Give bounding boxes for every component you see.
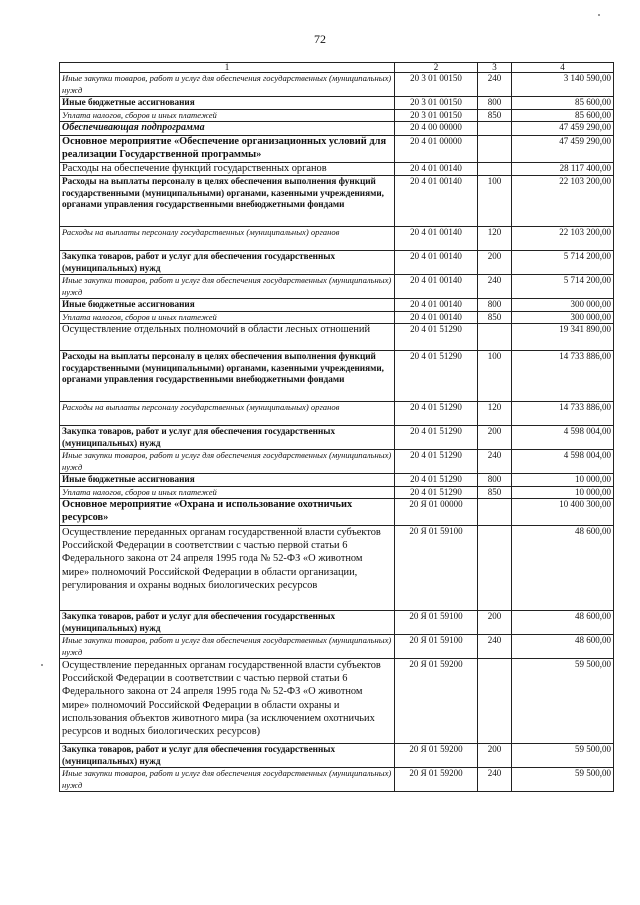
row-name: Иные закупки товаров, работ и услуг для обеспечения государственных (муниципальных) нужд bbox=[60, 635, 395, 659]
page-number: 72 bbox=[314, 32, 326, 46]
row-amount: 47 459 290,00 bbox=[512, 136, 614, 163]
row-expense-type: 200 bbox=[478, 426, 512, 450]
row-target-code: 20 4 01 51290 bbox=[395, 486, 478, 499]
row-expense-type bbox=[478, 659, 512, 744]
row-amount: 59 500,00 bbox=[512, 659, 614, 744]
row-expense-type: 850 bbox=[478, 486, 512, 499]
row-target-code: 20 Я 01 59200 bbox=[395, 659, 478, 744]
table-row bbox=[60, 251, 614, 275]
row-name: Иные закупки товаров, работ и услуг для обеспечения государственных (муниципальных) нужд bbox=[60, 450, 395, 474]
row-expense-type: 100 bbox=[478, 176, 512, 227]
row-amount: 19 341 890,00 bbox=[512, 324, 614, 351]
row-target-code: 20 4 01 00000 bbox=[395, 136, 478, 163]
row-name: Закупка товаров, работ и услуг для обеспечения государственных (муниципальных) нужд bbox=[60, 744, 395, 768]
row-amount: 48 600,00 bbox=[512, 526, 614, 611]
row-name: Уплата налогов, сборов и иных платежей bbox=[60, 486, 395, 499]
row-amount: 14 733 886,00 bbox=[512, 351, 614, 402]
row-amount: 14 733 886,00 bbox=[512, 402, 614, 426]
row-expense-type: 240 bbox=[478, 275, 512, 299]
row-target-code: 20 4 01 51290 bbox=[395, 324, 478, 351]
row-target-code: 20 Я 01 59100 bbox=[395, 611, 478, 635]
row-expense-type: 800 bbox=[478, 474, 512, 487]
row-amount: 48 600,00 bbox=[512, 611, 614, 635]
table-row bbox=[60, 97, 614, 110]
row-expense-type bbox=[478, 526, 512, 611]
table-row bbox=[60, 122, 614, 136]
row-name: Расходы на обеспечение функций государственных органов bbox=[60, 163, 395, 176]
row-amount: 48 600,00 bbox=[512, 635, 614, 659]
row-expense-type bbox=[478, 499, 512, 526]
table-row bbox=[60, 163, 614, 176]
column-number: 2 bbox=[395, 63, 478, 73]
row-expense-type: 850 bbox=[478, 311, 512, 324]
row-expense-type: 100 bbox=[478, 351, 512, 402]
row-target-code: 20 4 01 00140 bbox=[395, 275, 478, 299]
row-target-code: 20 4 01 51290 bbox=[395, 474, 478, 487]
row-amount: 22 103 200,00 bbox=[512, 227, 614, 251]
table-row bbox=[60, 324, 614, 351]
row-target-code: 20 4 01 00140 bbox=[395, 299, 478, 312]
row-expense-type: 200 bbox=[478, 611, 512, 635]
row-name: Осуществление переданных органам государственной власти субъектов Российской Федерации в соответствии с частью первой статьи 6 Федерального закона от 24 апреля 1995 года № 52-ФЗ «О животном мире» полномочий Российской Федерации в области организации, регулирования и охраны водных биологических ресурсов bbox=[60, 526, 395, 611]
table-row bbox=[60, 351, 614, 402]
table-row bbox=[60, 526, 614, 611]
table-row bbox=[60, 109, 614, 122]
row-name: Расходы на выплаты персоналу в целях обеспечения выполнения функций государственными (муниципальными) органами, казенными учреждениями, органами управления государственными внебюджетными фондами bbox=[60, 176, 395, 227]
row-target-code: 20 Я 01 59100 bbox=[395, 526, 478, 611]
row-amount: 47 459 290,00 bbox=[512, 122, 614, 136]
row-amount: 4 598 004,00 bbox=[512, 426, 614, 450]
table-row bbox=[60, 499, 614, 526]
table-row bbox=[60, 744, 614, 768]
row-name: Обеспечивающая подпрограмма bbox=[60, 122, 395, 136]
row-name: Основное мероприятие «Обеспечение организационных условий для реализации Государственной программы» bbox=[60, 136, 395, 163]
table-row bbox=[60, 635, 614, 659]
row-expense-type bbox=[478, 163, 512, 176]
row-amount: 300 000,00 bbox=[512, 311, 614, 324]
table-row bbox=[60, 486, 614, 499]
table-row bbox=[60, 768, 614, 792]
row-expense-type: 800 bbox=[478, 299, 512, 312]
scan-speck bbox=[598, 14, 600, 16]
table-row bbox=[60, 311, 614, 324]
row-amount: 22 103 200,00 bbox=[512, 176, 614, 227]
row-target-code: 20 Я 01 59100 bbox=[395, 635, 478, 659]
row-target-code: 20 4 01 00140 bbox=[395, 227, 478, 251]
table-row bbox=[60, 299, 614, 312]
row-amount: 5 714 200,00 bbox=[512, 275, 614, 299]
row-amount: 300 000,00 bbox=[512, 299, 614, 312]
row-target-code: 20 Я 01 59200 bbox=[395, 768, 478, 792]
table-row bbox=[60, 426, 614, 450]
row-target-code: 20 4 01 51290 bbox=[395, 426, 478, 450]
row-name: Иные бюджетные ассигнования bbox=[60, 474, 395, 487]
row-amount: 85 600,00 bbox=[512, 97, 614, 110]
row-name: Иные бюджетные ассигнования bbox=[60, 299, 395, 312]
row-expense-type bbox=[478, 122, 512, 136]
row-expense-type: 200 bbox=[478, 251, 512, 275]
row-expense-type: 240 bbox=[478, 73, 512, 97]
row-target-code: 20 4 01 51290 bbox=[395, 402, 478, 426]
row-target-code: 20 4 00 00000 bbox=[395, 122, 478, 136]
row-name: Иные закупки товаров, работ и услуг для обеспечения государственных (муниципальных) нужд bbox=[60, 275, 395, 299]
row-name: Осуществление отдельных полномочий в области лесных отношений bbox=[60, 324, 395, 351]
row-target-code: 20 4 01 51290 bbox=[395, 351, 478, 402]
row-target-code: 20 4 01 00140 bbox=[395, 311, 478, 324]
row-expense-type bbox=[478, 136, 512, 163]
row-expense-type: 240 bbox=[478, 635, 512, 659]
row-name: Закупка товаров, работ и услуг для обеспечения государственных (муниципальных) нужд bbox=[60, 251, 395, 275]
row-expense-type: 240 bbox=[478, 450, 512, 474]
row-name: Иные закупки товаров, работ и услуг для обеспечения государственных (муниципальных) нужд bbox=[60, 73, 395, 97]
row-name: Расходы на выплаты персоналу государственных (муниципальных) органов bbox=[60, 227, 395, 251]
row-target-code: 20 3 01 00150 bbox=[395, 97, 478, 110]
row-name: Расходы на выплаты персоналу в целях обеспечения выполнения функций государственными (муниципальными) органами, казенными учреждениями, органами управления государственными внебюджетными фондами bbox=[60, 351, 395, 402]
row-target-code: 20 Я 01 00000 bbox=[395, 499, 478, 526]
row-name: Основное мероприятие «Охрана и использование охотничьих ресурсов» bbox=[60, 499, 395, 526]
budget-table bbox=[59, 62, 614, 792]
table-row bbox=[60, 450, 614, 474]
row-name: Закупка товаров, работ и услуг для обеспечения государственных (муниципальных) нужд bbox=[60, 611, 395, 635]
row-expense-type: 200 bbox=[478, 744, 512, 768]
row-expense-type: 120 bbox=[478, 227, 512, 251]
row-amount: 10 400 300,00 bbox=[512, 499, 614, 526]
row-expense-type: 120 bbox=[478, 402, 512, 426]
row-amount: 3 140 590,00 bbox=[512, 73, 614, 97]
row-name: Расходы на выплаты персоналу государственных (муниципальных) органов bbox=[60, 402, 395, 426]
row-target-code: 20 Я 01 59200 bbox=[395, 744, 478, 768]
table-row bbox=[60, 611, 614, 635]
table-row bbox=[60, 474, 614, 487]
row-name: Уплата налогов, сборов и иных платежей bbox=[60, 109, 395, 122]
row-name: Иные закупки товаров, работ и услуг для обеспечения государственных (муниципальных) нужд bbox=[60, 768, 395, 792]
row-amount: 85 600,00 bbox=[512, 109, 614, 122]
row-amount: 5 714 200,00 bbox=[512, 251, 614, 275]
row-amount: 28 117 400,00 bbox=[512, 163, 614, 176]
row-amount: 10 000,00 bbox=[512, 474, 614, 487]
row-expense-type bbox=[478, 324, 512, 351]
row-amount: 59 500,00 bbox=[512, 744, 614, 768]
row-name: Закупка товаров, работ и услуг для обеспечения государственных (муниципальных) нужд bbox=[60, 426, 395, 450]
row-target-code: 20 3 01 00150 bbox=[395, 73, 478, 97]
row-target-code: 20 4 01 00140 bbox=[395, 251, 478, 275]
row-name: Иные бюджетные ассигнования bbox=[60, 97, 395, 110]
scan-speck bbox=[41, 664, 43, 666]
row-amount: 10 000,00 bbox=[512, 486, 614, 499]
row-target-code: 20 4 01 00140 bbox=[395, 163, 478, 176]
column-number: 4 bbox=[512, 63, 614, 73]
row-expense-type: 800 bbox=[478, 97, 512, 110]
row-amount: 59 500,00 bbox=[512, 768, 614, 792]
row-name: Осуществление переданных органам государственной власти субъектов Российской Федерации в соответствии с частью первой статьи 6 Федерального закона от 24 апреля 1995 года № 52-ФЗ «О животном мире» полномочий Российской Федерации в области охраны и использования объектов животного мира (за исключением охотничьих ресурсов и водных биологических ресурсов) bbox=[60, 659, 395, 744]
column-number-row bbox=[60, 63, 614, 73]
row-expense-type: 240 bbox=[478, 768, 512, 792]
row-expense-type: 850 bbox=[478, 109, 512, 122]
table-row bbox=[60, 275, 614, 299]
table-row bbox=[60, 402, 614, 426]
table-row bbox=[60, 659, 614, 744]
table-row bbox=[60, 73, 614, 97]
budget-table-body bbox=[60, 63, 614, 792]
table-row bbox=[60, 176, 614, 227]
column-number: 1 bbox=[60, 63, 395, 73]
row-target-code: 20 4 01 00140 bbox=[395, 176, 478, 227]
row-amount: 4 598 004,00 bbox=[512, 450, 614, 474]
column-number: 3 bbox=[478, 63, 512, 73]
row-target-code: 20 3 01 00150 bbox=[395, 109, 478, 122]
row-name: Уплата налогов, сборов и иных платежей bbox=[60, 311, 395, 324]
row-target-code: 20 4 01 51290 bbox=[395, 450, 478, 474]
table-row bbox=[60, 136, 614, 163]
table-row bbox=[60, 227, 614, 251]
